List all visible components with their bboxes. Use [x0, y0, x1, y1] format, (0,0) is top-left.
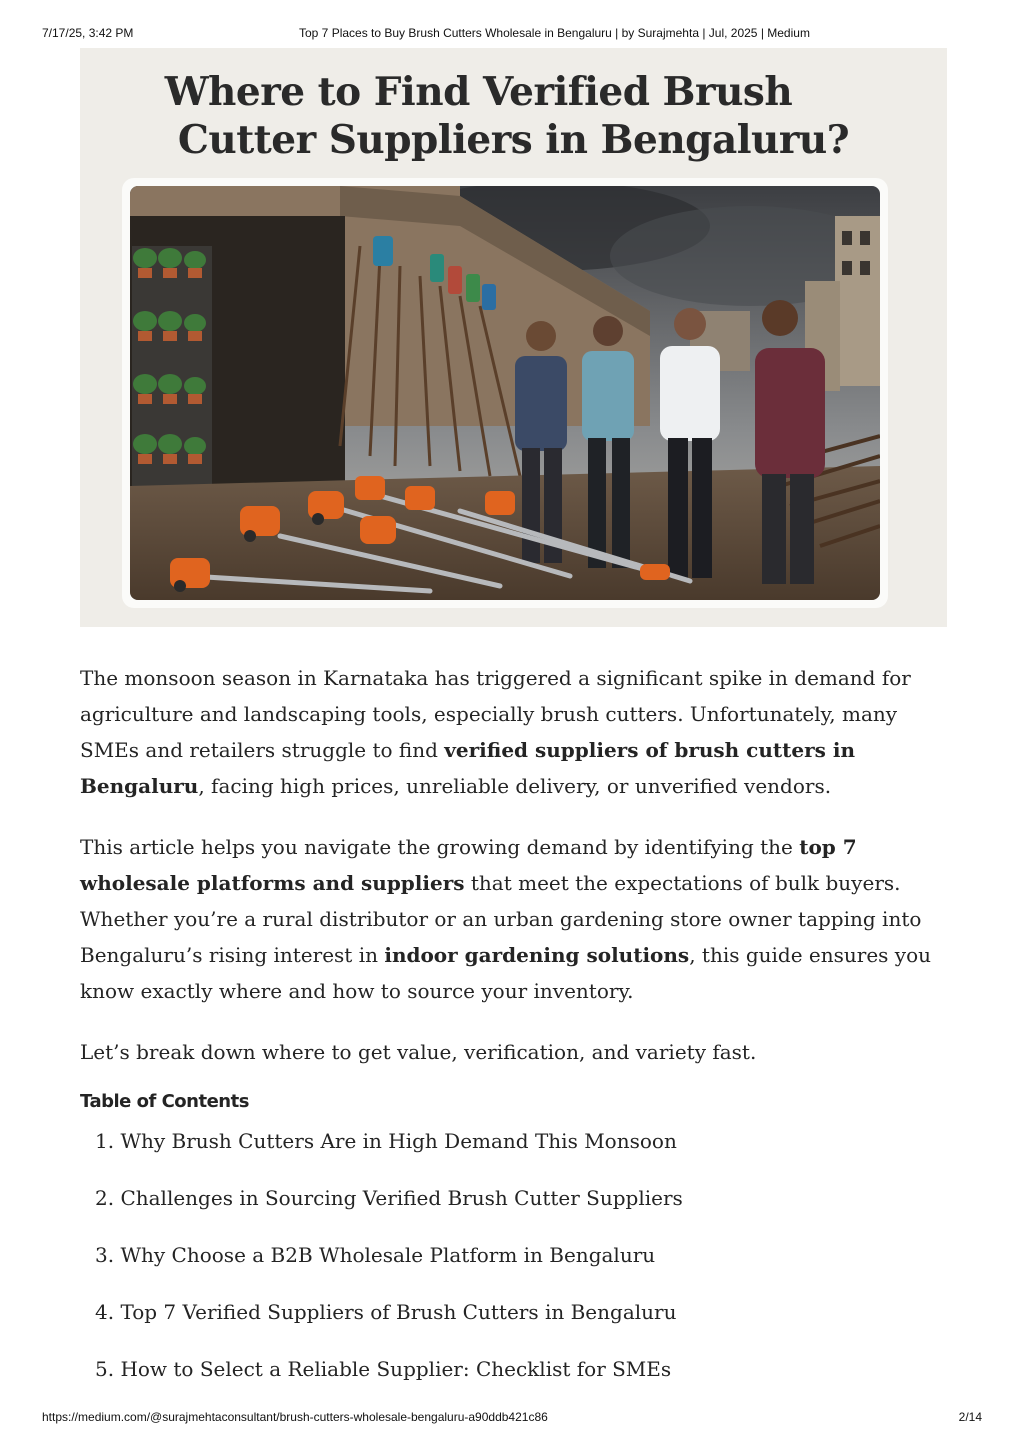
bold-phrase: indoor gardening solutions — [384, 943, 690, 967]
paragraph-text: , this guide ensures you know exactly where and how to source your inventory. — [80, 943, 932, 1003]
toc-item[interactable]: 5. How to Select a Reliable Supplier: Checklist for SMEs — [95, 1357, 672, 1381]
print-page-title: Top 7 Places to Buy Brush Cutters Wholesale in Bengaluru | by Surajmehta | Jul, 2025 | Medium — [299, 26, 810, 40]
hero-photo-frame — [122, 178, 888, 608]
page-number: 2/14 — [958, 1410, 982, 1424]
paragraph-purpose — [80, 829, 950, 1009]
table-of-contents — [95, 1123, 683, 1408]
paragraph-text: This article helps you navigate the growing demand by identifying the — [80, 835, 800, 859]
bold-phrase: top 7 wholesale platforms and suppliers — [80, 835, 857, 895]
paragraph-text: that meet the expectations of bulk buyers. Whether you’re a rural distributor or an urban gardening store owner tapping into Bengaluru’s rising interest in — [80, 871, 922, 967]
paragraph-lead-in: Let’s break down where to get value, verification, and variety fast. — [80, 1040, 757, 1064]
bold-phrase: verified suppliers of brush cutters in Bengaluru — [80, 738, 855, 798]
hero-title-line-1: Where to Find Verified Brush — [164, 69, 793, 115]
print-datetime: 7/17/25, 3:42 PM — [42, 26, 134, 40]
hero-title-line-2: Cutter Suppliers in Bengaluru? — [177, 117, 850, 163]
print-url: https://medium.com/@surajmehtaconsultant/brush-cutters-wholesale-bengaluru-a90ddb421c86 — [42, 1410, 548, 1424]
toc-item[interactable]: 1. Why Brush Cutters Are in High Demand This Monsoon — [95, 1129, 677, 1153]
hero-title — [80, 68, 947, 164]
hero-banner — [80, 48, 947, 627]
paragraph-text: , facing high prices, unreliable delivery, or unverified vendors. — [198, 774, 832, 798]
market-scene-illustration — [130, 186, 880, 600]
toc-item[interactable]: 3. Why Choose a B2B Wholesale Platform in Bengaluru — [95, 1243, 656, 1267]
article-body — [80, 660, 950, 1095]
paragraph-text: The monsoon season in Karnataka has triggered a significant spike in demand for agriculture and landscaping tools, especially brush cutters. Unfortunately, many SMEs and retailers struggle to find — [80, 666, 911, 762]
toc-item[interactable]: 2. Challenges in Sourcing Verified Brush Cutter Suppliers — [95, 1186, 683, 1210]
print-header — [42, 26, 982, 42]
toc-heading: Table of Contents — [80, 1091, 249, 1112]
paragraph-intro — [80, 660, 950, 804]
toc-item[interactable]: 4. Top 7 Verified Suppliers of Brush Cutters in Bengaluru — [95, 1300, 677, 1324]
hero-photo — [130, 186, 880, 600]
print-footer — [42, 1410, 982, 1426]
